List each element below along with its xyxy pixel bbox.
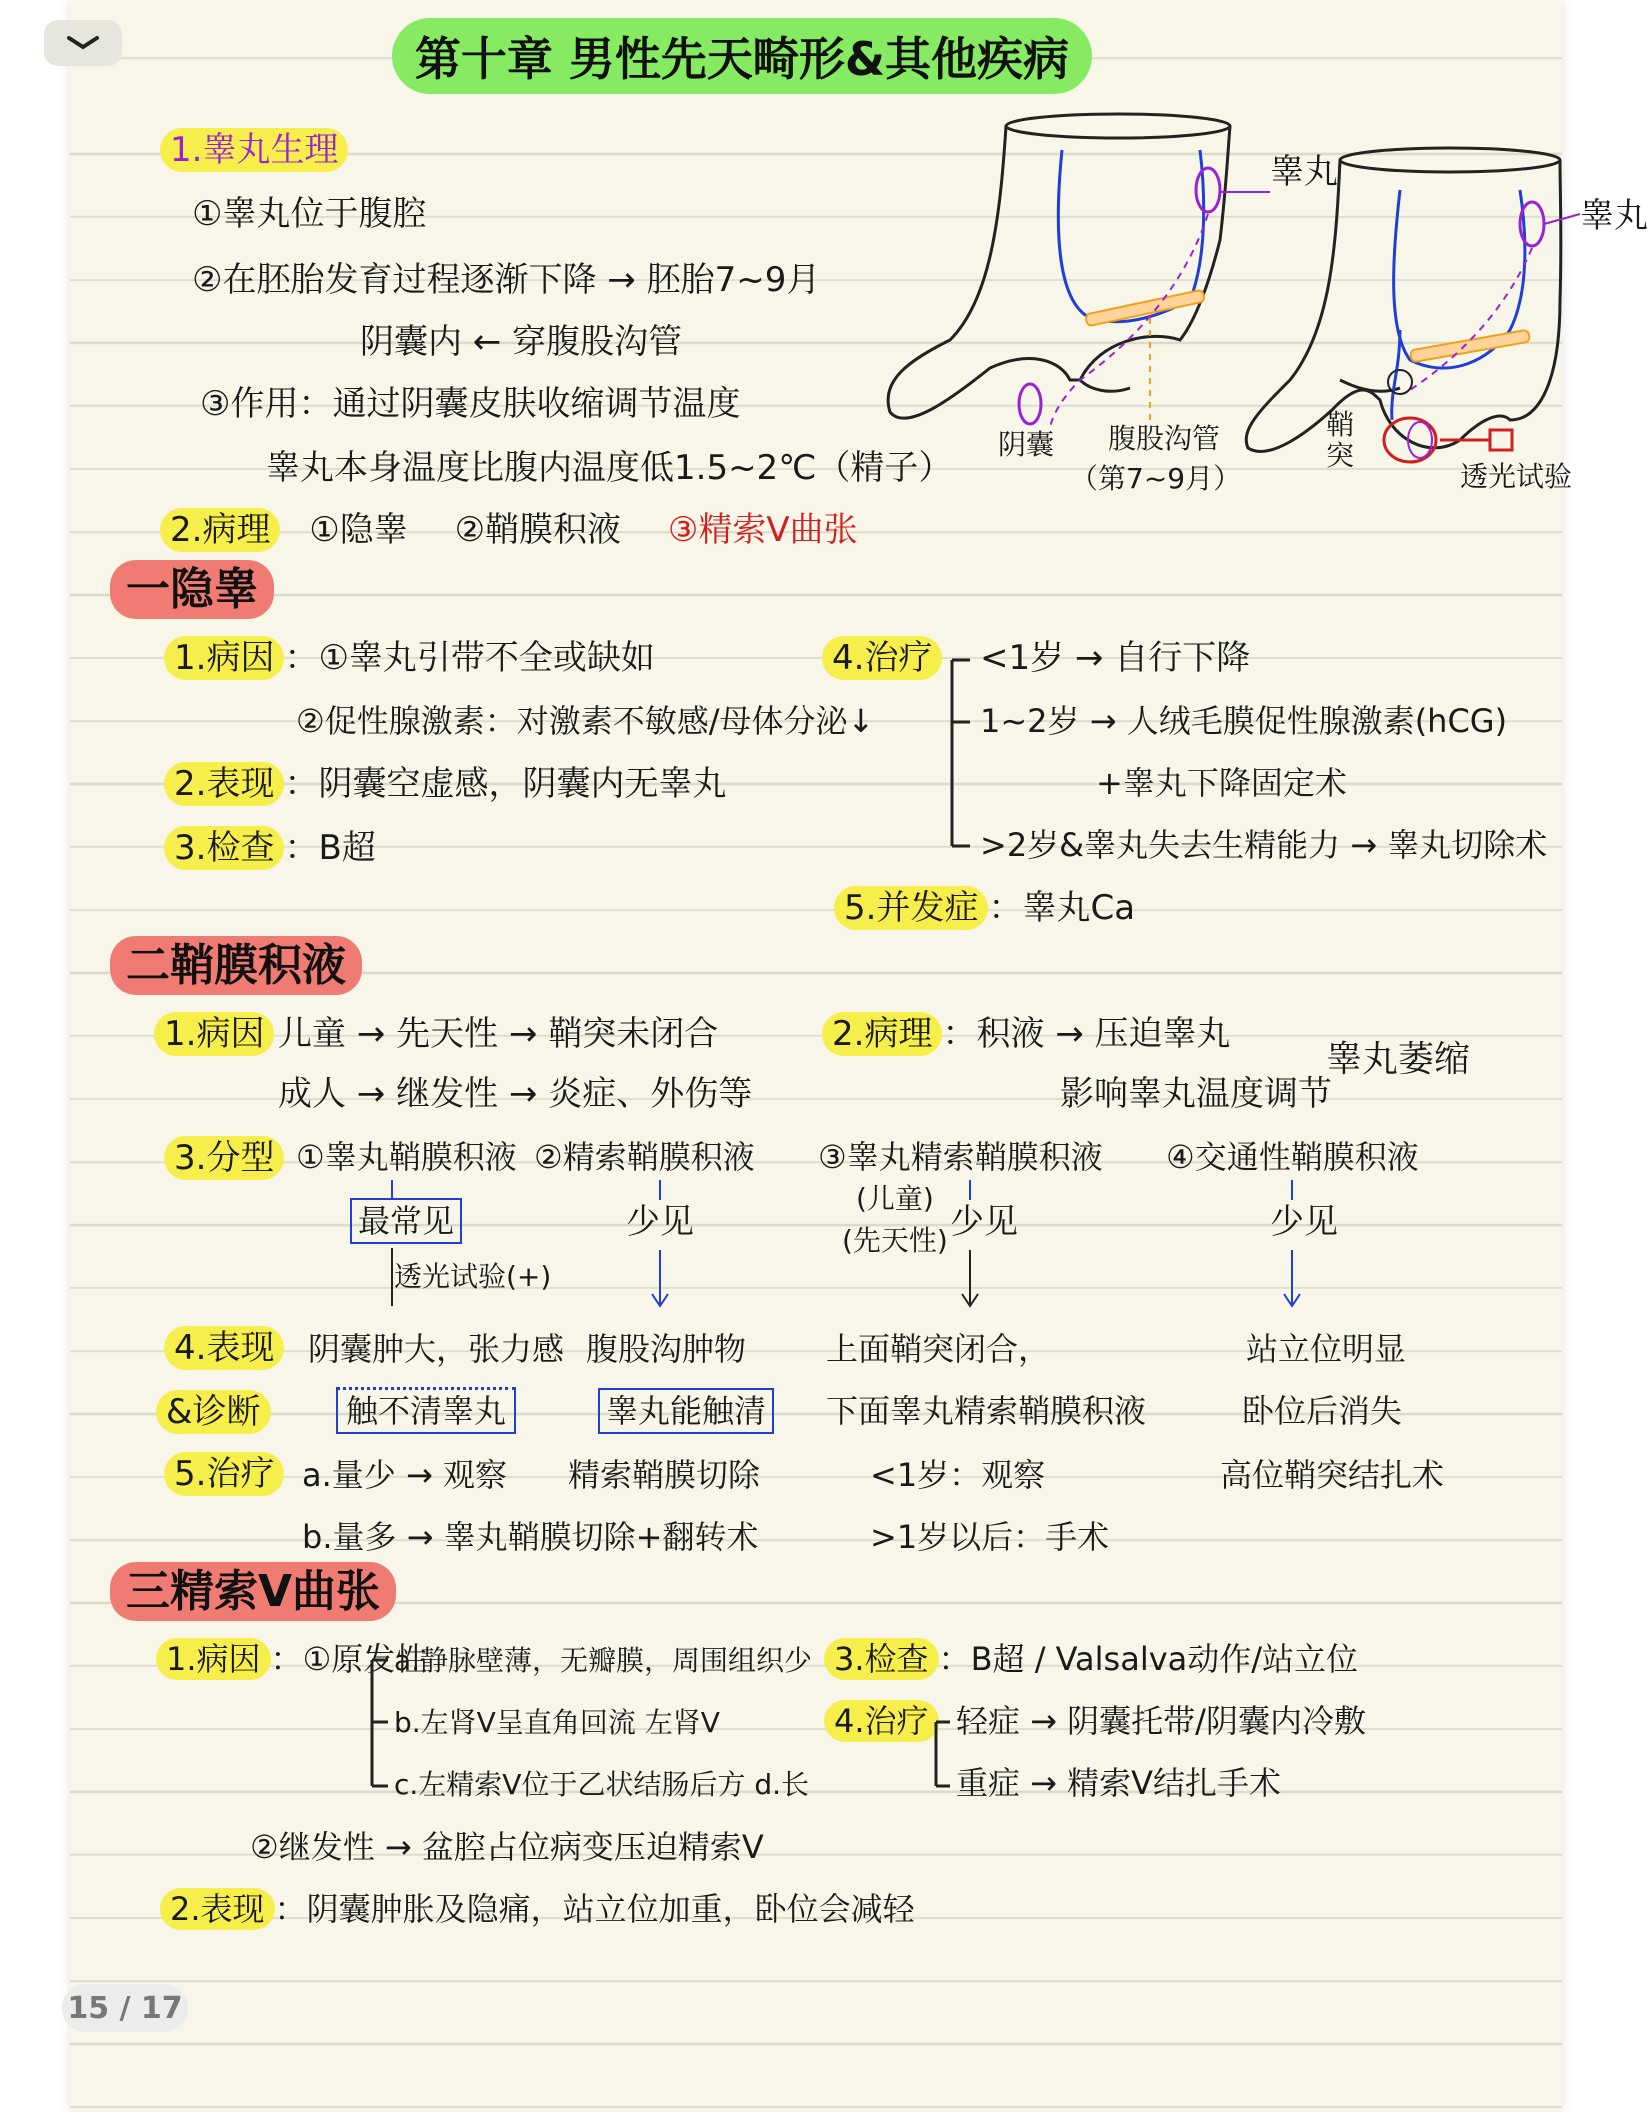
hydro-treat-5: b.量多 → 睾丸鞘膜切除+翻转术 [302, 1518, 759, 1556]
hydro-diag-1: 触不清睾丸 [336, 1394, 516, 1429]
hydro-type-2: ②精索鞘膜积液 [534, 1138, 755, 1176]
diagram-transillumination-label: 透光试验 [1460, 460, 1573, 493]
hydro-sign-1: 阴囊肿大，张力感 [308, 1330, 565, 1368]
hydro-type1-test: 透光试验(+) [394, 1260, 552, 1293]
hydro-path-2: 影响睾丸温度调节 [1060, 1074, 1332, 1114]
vari-cause-heading: 1.病因 ：①原发性 [156, 1642, 427, 1677]
hydro-type3-pre1: (儿童) [856, 1182, 934, 1215]
vari-cause-1b: b.左肾V呈直角回流 左肾V [394, 1706, 720, 1739]
hydro-path-heading: 2.病理 ：积液 → 压迫睾丸 [822, 1016, 1231, 1053]
diagram-scrotum-label: 阴囊 [998, 428, 1055, 461]
vari-treat-bracket [70, 0, 1562, 1820]
diagram-process-label: 鞘突 [1326, 408, 1355, 472]
hydro-treat-6: >1岁以后：手术 [870, 1518, 1110, 1556]
intro-physiology-line-1: ①睾丸位于腹腔 [192, 194, 427, 234]
page-title: 第十章 男性先天畸形&其他疾病 [392, 18, 1092, 94]
hydro-sign-4: 站立位明显 [1246, 1330, 1407, 1368]
section-varicocele-header: 三精索V曲张 [110, 1568, 396, 1616]
collapse-toolbar-button[interactable] [44, 20, 122, 66]
hydro-treat-3: <1岁：观察 [870, 1456, 1046, 1494]
crypt-complication-row: 5.并发症 ：睾丸Ca [834, 890, 1135, 927]
hydro-type-3: ③睾丸精索鞘膜积液 [818, 1138, 1103, 1176]
section-hydrocele-header: 二鞘膜积液 [110, 942, 362, 990]
hydro-cause-2: 成人 → 继发性 → 炎症、外伤等 [278, 1074, 753, 1114]
hydro-cause-1: 儿童 → 先天性 → 鞘突未闭合 [278, 1014, 719, 1054]
diagram-testis-label-right: 睾丸 [1580, 196, 1648, 236]
diagram-canal-time: （第7~9月） [1070, 462, 1242, 495]
vari-treat-heading: 4.治疗 [824, 1704, 939, 1739]
crypt-treat-2: 1~2岁 → 人绒毛膜促性腺激素(hCG) [980, 702, 1508, 740]
hydro-type4-note: 少见 [1270, 1202, 1338, 1242]
vari-cause-2: ②继发性 → 盆腔占位病变压迫精索V [250, 1828, 764, 1866]
hydro-treat-1: a.量少 → 观察 [302, 1456, 507, 1494]
hydro-type1-note: 最常见 [350, 1204, 462, 1239]
crypt-treat-1: <1岁 → 自行下降 [980, 638, 1251, 678]
hydro-sign-2: 腹股沟肿物 [586, 1330, 747, 1368]
vari-treat-2: 重症 → 精索V结扎手术 [956, 1764, 1282, 1802]
crypt-treat-4: >2岁&睾丸失去生精能力 → 睾丸切除术 [980, 826, 1548, 864]
notebook-page [70, 0, 1648, 2112]
diagram-canal-label: 腹股沟管 [1108, 422, 1221, 455]
intro-pathology-row: 2.病理 ①隐睾 ②鞘膜积液 ③精索V曲张 [160, 512, 858, 549]
hydro-diag-2: 睾丸能触清 [598, 1394, 774, 1429]
hydro-diag-heading: &诊断 [156, 1394, 271, 1431]
diagram-testis-label-left: 睾丸 [1270, 152, 1338, 192]
vari-cause-1c: c.左精索V位于乙状结肠后方 d.长 [394, 1768, 810, 1801]
intro-physiology-line-4: ③作用：通过阴囊皮肤收缩调节温度 [200, 384, 741, 424]
chevron-down-icon [66, 35, 100, 51]
hydro-diag-3: 下面睾丸精索鞘膜积液 [826, 1392, 1147, 1430]
intro-physiology-line-2: ②在胚胎发育过程逐渐下降 → 胚胎7~9月 [192, 260, 821, 300]
hydro-path-3: 睾丸萎缩 [1326, 1039, 1471, 1080]
intro-physiology-line-3: 阴囊内 ← 穿腹股沟管 [360, 322, 683, 362]
crypt-cause-heading: 1.病因 ：①睾丸引带不全或缺如 [164, 640, 655, 677]
intro-physiology-heading: 1.睾丸生理 [160, 132, 348, 169]
page-indicator: 15 / 17 [62, 1984, 188, 2032]
vari-treat-1: 轻症 → 阴囊托带/阴囊内冷敷 [956, 1702, 1366, 1740]
vari-cause-1a: a.静脉壁薄，无瓣膜，周围组织少 [394, 1644, 813, 1677]
hydro-type3-note: 少见 [950, 1202, 1018, 1242]
hydro-type-4: ④交通性鞘膜积液 [1166, 1138, 1419, 1176]
crypt-sign-row: 2.表现 ：阴囊空虚感，阴囊内无睾丸 [164, 766, 726, 803]
intro-physiology-line-5: 睾丸本身温度比腹内温度低1.5~2℃（精子） [266, 448, 953, 488]
hydro-type-1: ①睾丸鞘膜积液 [296, 1138, 517, 1176]
hydro-type3-pre2: (先天性) [842, 1224, 948, 1257]
hydro-type-heading: 3.分型 [164, 1140, 284, 1177]
hydro-treat-2: 精索鞘膜切除 [568, 1456, 761, 1494]
hydro-treat-heading: 5.治疗 [164, 1456, 284, 1493]
hydro-diag-4: 卧位后消失 [1242, 1392, 1403, 1430]
crypt-treat-heading: 4.治疗 [822, 640, 942, 677]
section-cryptorchidism-header: 一隐睾 [110, 566, 274, 614]
crypt-treat-3: +睾丸下降固定术 [1096, 764, 1347, 802]
hydro-type2-note: 少见 [626, 1202, 694, 1242]
crypt-exam-row: 3.检查 ：B超 [164, 830, 376, 867]
vari-sign-row: 2.表现 ：阴囊肿胀及隐痛，站立位加重，卧位会减轻 [160, 1892, 915, 1927]
hydro-sign-3: 上面鞘突闭合， [826, 1330, 1051, 1368]
vari-exam-row: 3.检查 ：B超 / Valsalva动作/站立位 [824, 1642, 1358, 1677]
hydro-cause-heading: 1.病因 [154, 1016, 274, 1053]
hydro-treat-4: 高位鞘突结扎术 [1220, 1456, 1445, 1494]
crypt-cause-2: ②促性腺激素：对激素不敏感/母体分泌↓ [296, 702, 875, 740]
hydro-sign-heading: 4.表现 [164, 1330, 284, 1367]
